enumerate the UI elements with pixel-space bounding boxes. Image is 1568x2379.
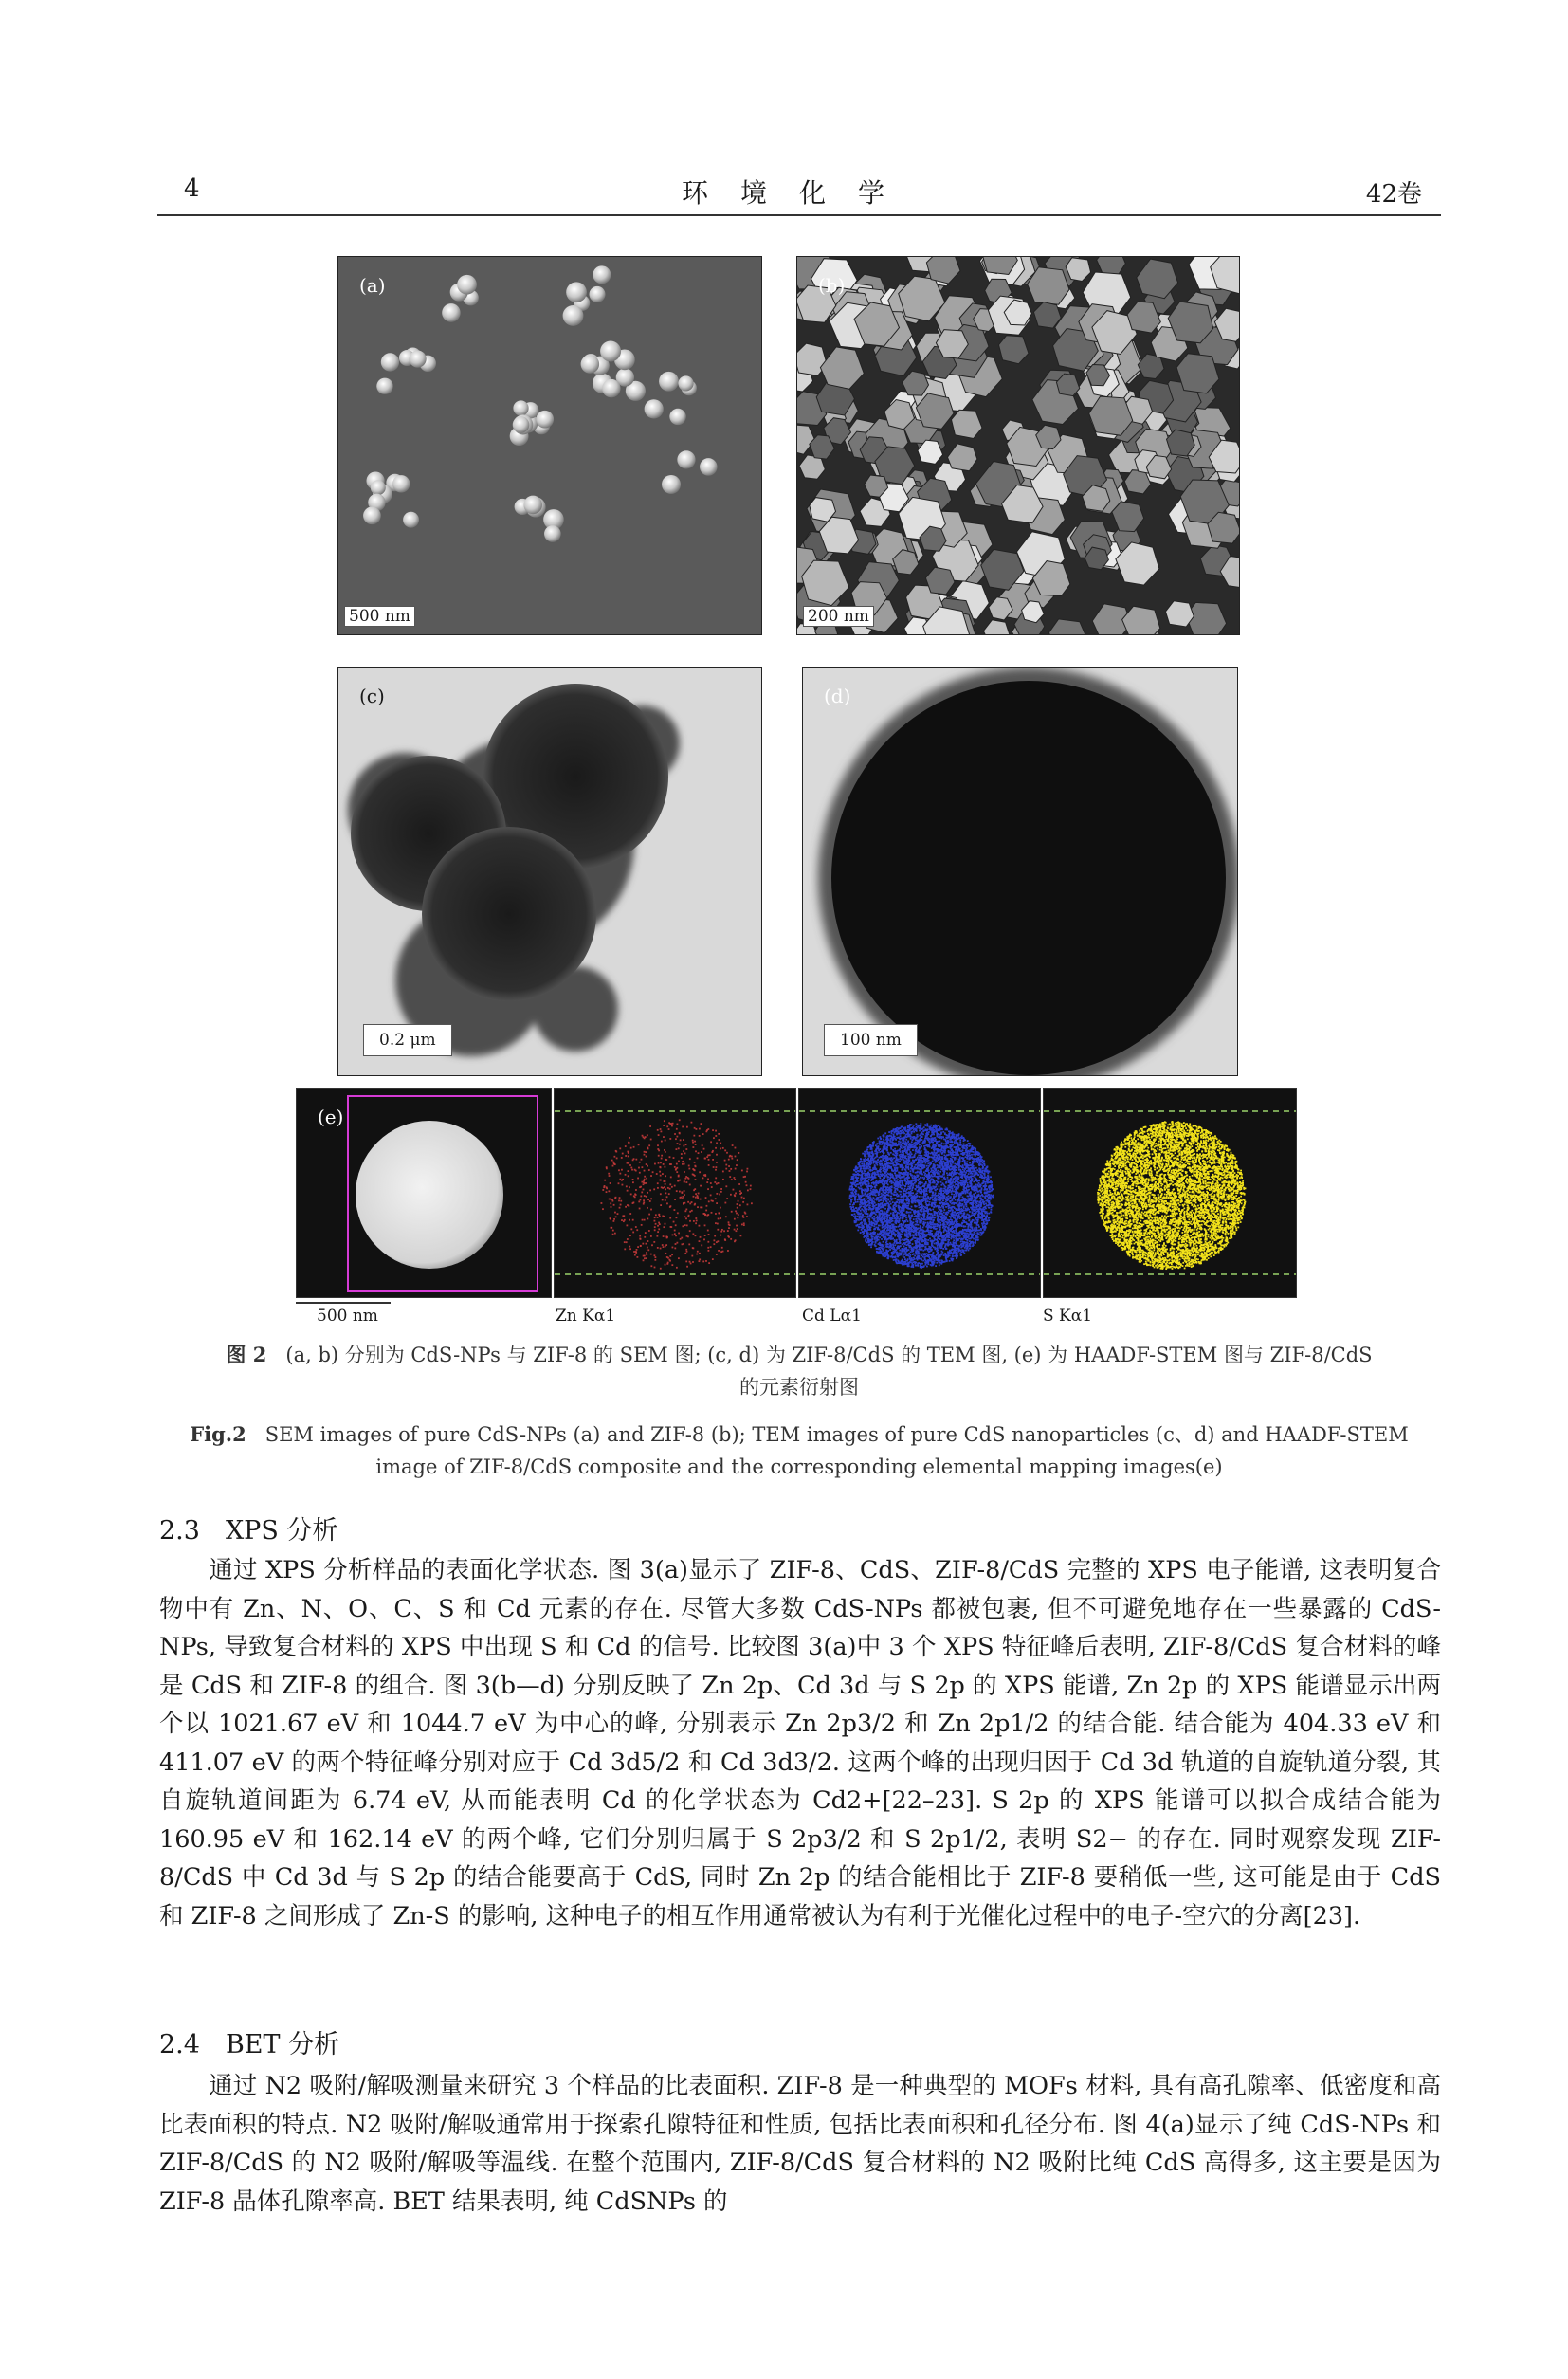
scale-label-a: 500 nm [344, 606, 415, 627]
caption-cn-text: (a, b) 分别为 CdS-NPs 与 ZIF-8 的 SEM 图; (c, d) 为 ZIF-8/CdS 的 TEM 图, (e) 为 HAADF-STEM 图与 ZIF-8/CdS [285, 1344, 1373, 1366]
panel-label-d: (d) [824, 685, 851, 707]
journal-title: 环境化学 [681, 177, 917, 209]
figure-caption-en [157, 1418, 1441, 1483]
paragraph-bet [159, 2067, 1441, 2221]
map-label-s: S Kα1 [1043, 1307, 1093, 1326]
section-heading-xps: 2.3 XPS 分析 [159, 1516, 338, 1546]
figure-panel-e-haadf [296, 1088, 552, 1298]
running-header [157, 169, 1441, 210]
map-label-cd: Cd Lα1 [802, 1307, 862, 1326]
scale-bar-e [296, 1302, 391, 1304]
figure-panel-b [796, 256, 1240, 635]
figure-panel-d [802, 667, 1238, 1076]
caption-en-text-2: image of ZIF-8/CdS composite and the corresponding elemental mapping images(e) [375, 1455, 1223, 1478]
scale-label-d: 100 nm [824, 1024, 918, 1056]
zn-map [555, 1089, 796, 1298]
s-map [1044, 1089, 1297, 1298]
panel-label-a: (a) [359, 274, 386, 297]
caption-en-text: SEM images of pure CdS-NPs (a) and ZIF-8 (b); TEM images of pure CdS nanoparticles (c、d) and HAADF-STEM [264, 1423, 1409, 1446]
cd-map [799, 1089, 1041, 1298]
page-number: 4 [184, 174, 200, 203]
tem-image-cluster [338, 668, 762, 1076]
figure-panel-e-cd-map [798, 1088, 1041, 1298]
figure-panel-c [337, 667, 762, 1076]
section-heading-bet: 2.4 BET 分析 [159, 2030, 340, 2059]
caption-cn-label: 图 2 [226, 1343, 267, 1366]
volume-label: 42卷 [1365, 180, 1422, 209]
panel-label-b: (b) [818, 274, 846, 297]
map-label-zn: Zn Kα1 [556, 1307, 616, 1326]
figure-caption-cn [157, 1339, 1441, 1403]
caption-cn-text-2: 的元素衍射图 [739, 1376, 859, 1399]
paragraph-xps-text: 通过 XPS 分析样品的表面化学状态. 图 3(a)显示了 ZIF-8、CdS、ZIF-8/CdS 完整的 XPS 电子能谱, 这表明复合物中有 Zn、N、O、C、S 和 Cd 元素的存在. 尽管大多数 CdS-NPs 都被包裹, 但不可避免地存在一些暴露的 CdS-NPs, 导致复合材料的 XPS 中出现 S 和 Cd 的信号. 比较图 3(a)中 3 个 XPS 特征峰后表明, ZIF-8/CdS 复合材料的峰是 CdS 和 ZIF-8 的组合. 图 3(b—d) 分别反映了 Zn 2p、Cd 3d 与 S 2p 的 XPS 能谱, Zn 2p 的 XPS 能谱显示出两个以 1021.67 eV 和 1044.7 eV 为中心的峰, 分别表示 Zn 2p3/2 和 Zn 2p1/2 的结合能. 结合能为 404.33 eV 和 411.07 eV 的两个特征峰分别对应于 Cd 3d5/2 和 Cd 3d3/2. 这两个峰的出现归因于 Cd 3d 轨道的自旋轨道分裂, 其自旋轨道间距为 6.74 eV, 从而能表明 Cd 的化学状态为 Cd2+[22–23]. S 2p 的 XPS 能谱可以拟合成结合能为 160.95 eV 和 162.14 eV 的两个峰, 它们分别归属于 S 2p3/2 和 S 2p1/2, 表明 S2− 的存在. 同时观察发现 ZIF-8/CdS 中 Cd 3d 与 S 2p 的结合能要高于 CdS, 同时 Zn 2p 的结合能相比于 ZIF-8 要稍低一些, 这可能是由于 CdS 和 ZIF-8 之间形成了 Zn-S 的影响, 这种电子的相互作用通常被认为有利于光催化过程中的电子-空穴的分离[23]. [159, 1556, 1441, 1931]
figure-panel-e-zn-map [554, 1088, 796, 1298]
paragraph-bet-text: 通过 N2 吸附/解吸测量来研究 3 个样品的比表面积. ZIF-8 是一种典型的 MOFs 材料, 具有高孔隙率、低密度和高比表面积的特点. N2 吸附/解吸通常用于探索孔隙特征和性质, 包括比表面积和孔径分布. 图 4(a)显示了纯 CdS-NPs 和 ZIF-8/CdS 的 N2 吸附/解吸等温线. 在整个范围内, ZIF-8/CdS 复合材料的 N2 吸附比纯 CdS 高得多, 这主要是因为 ZIF-8 晶体孔隙率高. BET 结果表明, 纯 CdSNPs 的 [159, 2072, 1441, 2216]
caption-en-label: Fig.2 [190, 1422, 246, 1446]
scale-label-e: 500 nm [317, 1307, 378, 1326]
figure-panel-a [337, 256, 762, 635]
sem-image-zif8 [797, 257, 1240, 635]
panel-label-e: (e) [318, 1106, 344, 1128]
header-rule [157, 214, 1441, 216]
paragraph-xps [159, 1551, 1441, 1935]
scale-label-b: 200 nm [803, 606, 874, 627]
tem-image-sphere [803, 668, 1238, 1076]
sem-image-cds [338, 257, 762, 635]
figure-panel-e-s-map [1043, 1088, 1297, 1298]
scale-label-c: 0.2 μm [363, 1024, 452, 1056]
panel-label-c: (c) [359, 685, 385, 707]
